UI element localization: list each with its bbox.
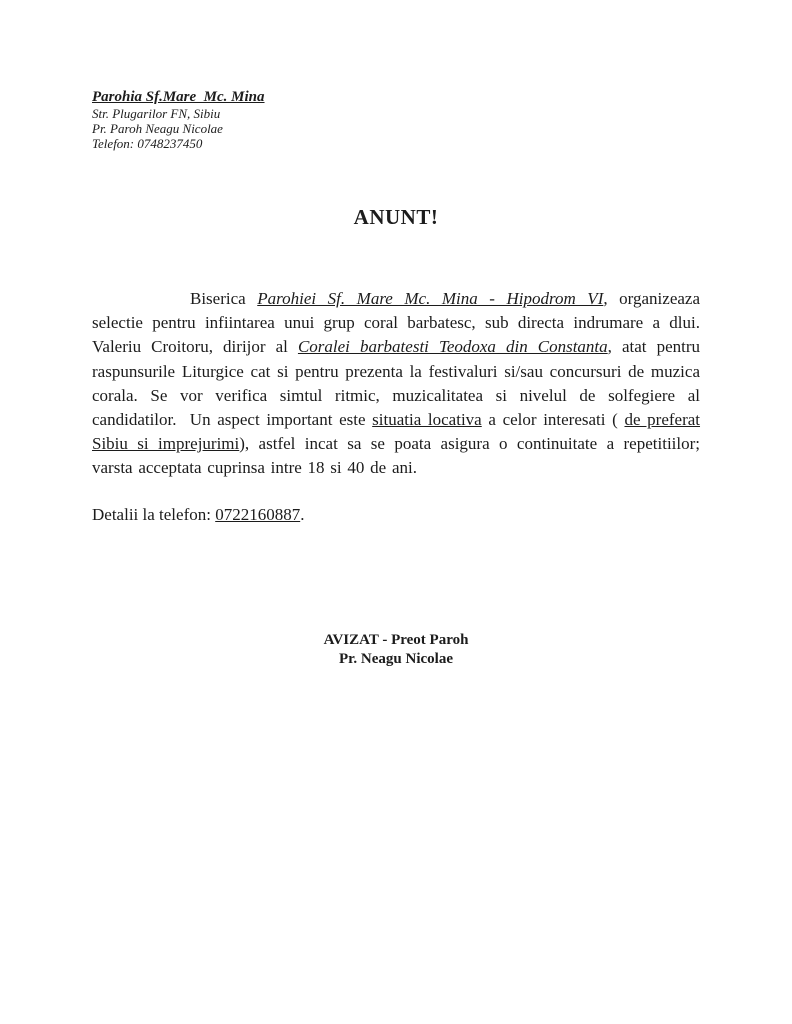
paragraph-segment: , organizeaza selectie pentru infiintarea unui grup coral barbatesc, sub directa indrumare a dlui. Valeriu Croitoru, dirijor al [92, 289, 700, 357]
paragraph-segment: , atat pentru raspunsurile Liturgice cat si pentru prezenta la festivaluri si/sau concursuri de muzica corala. Se vor verifica simtul ritmic, muzicalitatea si nivelul de solfegiere al candidatilor. Un aspect important este [92, 337, 700, 430]
paragraph-segment: a celor interesati ( [481, 410, 625, 430]
announcement-paragraph [92, 287, 700, 481]
letterhead-organization: Parohia Sf.Mare Mc. Mina [92, 89, 265, 105]
contact-phone-number: 0722160887 [215, 504, 301, 524]
preferred-location-emphasis: de preferat Sibiu si imprejurimi [92, 410, 701, 454]
paragraph-segment: ), astfel incat sa se poata asigura o continuitate a repetitiilor; varsta acceptata cuprinsa intre 18 si 40 de ani. [92, 434, 700, 478]
letterhead [92, 0, 700, 151]
approval-signatory: Pr. Neagu Nicolae [338, 650, 453, 667]
letterhead-address: Str. Plugarilor FN, Sibiu [92, 106, 221, 121]
parish-name-emphasis: Parohiei Sf. Mare Mc. Mina - Hipodrom VI [257, 289, 604, 308]
approval-block [92, 631, 700, 669]
approval-title: AVIZAT - Preot Paroh [323, 631, 469, 648]
choir-name-emphasis: Coralei barbatesti Teodoxa din Constanta [297, 337, 608, 357]
contact-details-label: Detalii la telefon: [92, 504, 216, 524]
letterhead-phone: Telefon: 0748237450 [92, 136, 203, 151]
contact-details-suffix: . [300, 504, 305, 524]
housing-situation-emphasis: situatia locativa [372, 410, 482, 430]
letterhead-priest: Pr. Paroh Neagu Nicolae [92, 121, 223, 136]
contact-details [92, 503, 700, 527]
paragraph-segment: Biserica [190, 289, 258, 308]
document-title: ANUNT! [353, 205, 439, 229]
